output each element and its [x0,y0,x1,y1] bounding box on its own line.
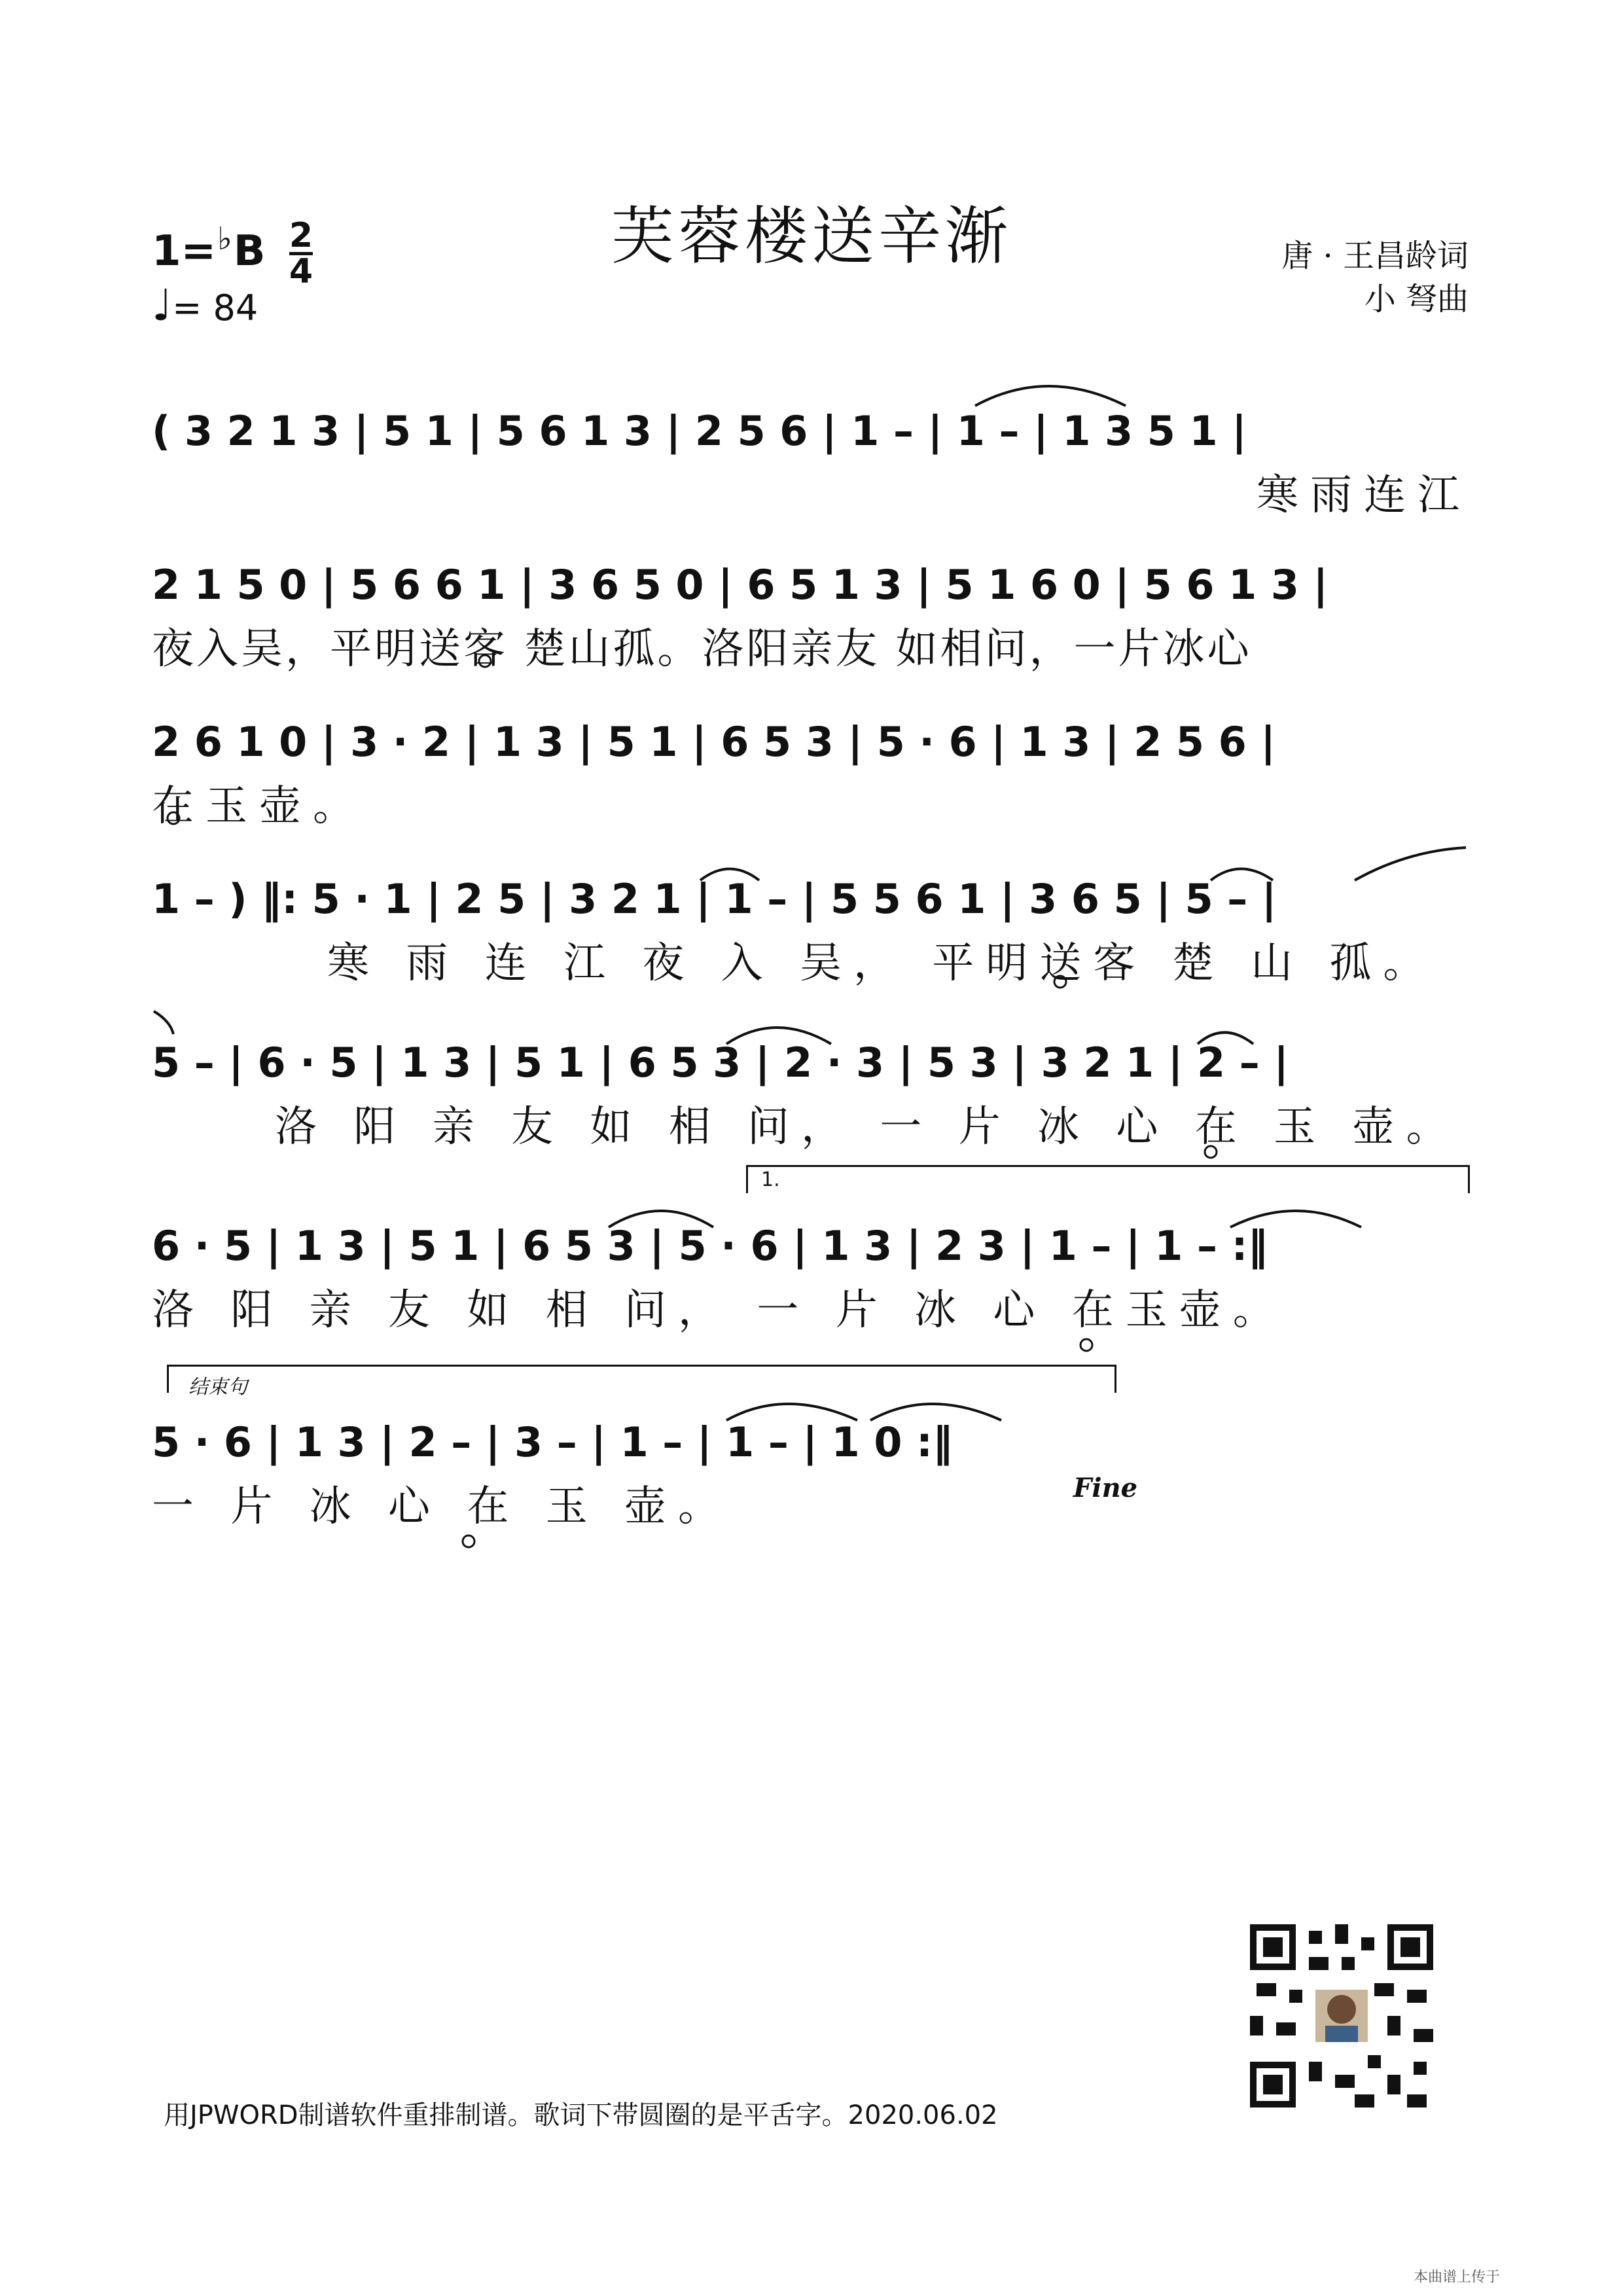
score-row-4 [0,851,1623,1021]
key-prefix: 1= [152,227,217,276]
score-row-7 [0,1394,1623,1564]
composer: 小 弩曲 [1364,281,1469,317]
time-bottom: 4 [289,252,313,291]
lyric-line: 夜入吴，平明送客 楚山孤。洛阳亲友 如相问，一片冰心 [152,625,1252,673]
key-signature [152,216,313,291]
score-row-1 [0,383,1623,553]
notation-line: 1 – ) ‖: 5 · 1 | 2 5 | 3 2 1 | 1 – | 5 5 6 1 | 3 6 5 | 5 – | [152,875,1277,923]
notation-line: 6 · 5 | 1 3 | 5 1 | 6 5 3 | 5 · 6 | 1 3 | 2 3 | 1 – | 1 – :‖ [152,1222,1268,1270]
lyric-line: 一 片 冰 心 在 玉 壶。 [152,1482,732,1531]
tempo-marking [152,280,258,331]
ending-bracket [167,1365,1116,1399]
key-note: B [233,227,266,276]
fine-marking: Fine [1073,1473,1138,1503]
upload-note: 本曲谱上传于 [1414,2269,1501,2286]
flat-sign-icon: ♭ [217,221,232,258]
lyric-line: 在玉壶。 [152,782,366,831]
score-row-2 [0,537,1623,707]
footer-note: 用JPWORD制谱软件重排制谱。歌词下带圆圈的是平舌字。2020.06.02 [164,2100,998,2130]
time-signature [289,216,313,291]
time-top: 2 [289,216,313,255]
score-row-3 [0,694,1623,864]
lyric-line: 寒 雨 连 江 夜 入 吴， 平明送客 楚 山 孤。 [327,939,1437,988]
quarter-note-icon: ♩ [152,280,173,331]
lyric-line: 洛 阳 亲 友 如 相 问， 一 片 冰 心 在玉壶。 [152,1286,1287,1335]
lyricist: 唐 · 王昌龄词 [1281,238,1469,274]
score-row-5 [0,1014,1623,1185]
volta-bracket-1 [746,1165,1470,1193]
notation-line: 5 · 6 | 1 3 | 2 – | 3 – | 1 – | 1 – | 1 0 :‖ [152,1418,953,1466]
ending-label: 结束句 [188,1376,247,1399]
lyric-line: 洛 阳 亲 友 如 相 问， 一 片 冰 心 在 玉 壶。 [275,1103,1460,1151]
qr-code-icon [1243,1918,1440,2114]
notation-line: 5 – | 6 · 5 | 1 3 | 5 1 | 6 5 3 | 2 · 3 | 5 3 | 3 2 1 | 2 – | [152,1039,1289,1086]
volta-label: 1. [761,1168,780,1191]
tempo-value: = 84 [172,287,259,329]
page-title: 芙蓉楼送辛渐 [611,200,1012,273]
score-row-6 [0,1198,1623,1368]
notation-line: 2 6 1 0 | 3 · 2 | 1 3 | 5 1 | 6 5 3 | 5 · 6 | 1 3 | 2 5 6 | [152,718,1276,766]
notation-line: ( 3 2 1 3 | 5 1 | 5 6 1 3 | 2 5 6 | 1 – | 1 – | 1 3 5 1 | [152,407,1247,455]
notation-line: 2 1 5 0 | 5 6 6 1 | 3 6 5 0 | 6 5 1 3 | 5 1 6 0 | 5 6 1 3 | [152,561,1329,609]
lyric-line: 寒雨连江 [1257,471,1471,520]
